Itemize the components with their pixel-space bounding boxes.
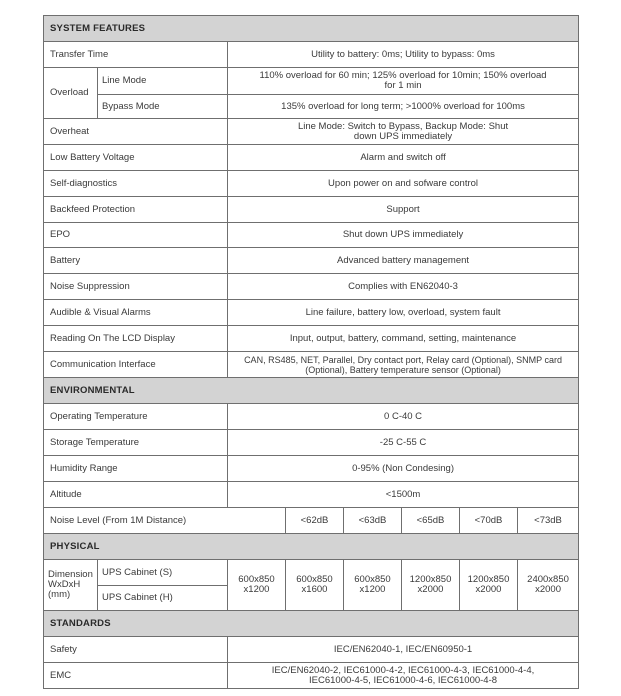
table-row	[44, 508, 579, 534]
dimension-value: 1200x850 x2000	[460, 560, 518, 611]
spec-value: 135% overload for long term; >1000% overload for 100ms	[228, 95, 579, 119]
dimension-value: 2400x850 x2000	[518, 560, 579, 611]
section-header-row	[44, 378, 579, 404]
table-row	[44, 430, 579, 456]
spec-label: Altitude	[44, 482, 228, 508]
table-row	[44, 456, 579, 482]
section-header-physical: PHYSICAL	[44, 534, 579, 560]
spec-label: Operating Temperature	[44, 404, 228, 430]
dimension-value: 600x850 x1200	[344, 560, 402, 611]
spec-label: Backfeed Protection	[44, 197, 228, 223]
noise-value: <70dB	[460, 508, 518, 534]
table-row	[44, 352, 579, 378]
spec-value: 0 C-40 C	[228, 404, 579, 430]
spec-label: Safety	[44, 637, 228, 663]
section-header-row	[44, 16, 579, 42]
table-row	[44, 274, 579, 300]
spec-label: Audible & Visual Alarms	[44, 300, 228, 326]
table-row	[44, 197, 579, 223]
section-header-row	[44, 611, 579, 637]
spec-value: IEC/EN62040-2, IEC61000-4-2, IEC61000-4-3, IEC61000-4-4, IEC61000-4-5, IEC61000-4-6, IEC61000-4-8	[228, 663, 579, 689]
spec-value: Utility to battery: 0ms; Utility to bypass: 0ms	[228, 42, 579, 68]
table-row	[44, 119, 579, 145]
spec-sublabel: Line Mode	[98, 68, 228, 95]
table-row	[44, 95, 579, 119]
spec-label: Reading On The LCD Display	[44, 326, 228, 352]
table-row	[44, 404, 579, 430]
spec-value: Line Mode: Switch to Bypass, Backup Mode: Shut down UPS immediately	[228, 119, 579, 145]
spec-label: Low Battery Voltage	[44, 145, 228, 171]
dimension-value: 600x850 x1600	[286, 560, 344, 611]
spec-value: CAN, RS485, NET, Parallel, Dry contact port, Relay card (Optional), SNMP card (Optional), Battery temperature sensor (Optional)	[228, 352, 579, 378]
noise-value: <65dB	[402, 508, 460, 534]
section-header-system-features: SYSTEM FEATURES	[44, 16, 579, 42]
table-row	[44, 663, 579, 689]
spec-label: Humidity Range	[44, 456, 228, 482]
spec-label: Noise Level (From 1M Distance)	[44, 508, 286, 534]
spec-value: Input, output, battery, command, setting, maintenance	[228, 326, 579, 352]
section-header-environmental: ENVIRONMENTAL	[44, 378, 579, 404]
spec-value: Support	[228, 197, 579, 223]
noise-value: <62dB	[286, 508, 344, 534]
spec-label: EMC	[44, 663, 228, 689]
table-row	[44, 248, 579, 274]
spec-value: Complies with EN62040-3	[228, 274, 579, 300]
spec-value: <1500m	[228, 482, 579, 508]
table-row	[44, 68, 579, 95]
spec-label: Overheat	[44, 119, 228, 145]
spec-value: 110% overload for 60 min; 125% overload for 10min; 150% overload for 1 min	[228, 68, 579, 95]
spec-value: 0-95% (Non Condesing)	[228, 456, 579, 482]
dimension-value: 600x850 x1200	[228, 560, 286, 611]
noise-value: <63dB	[344, 508, 402, 534]
spec-label: Noise Suppression	[44, 274, 228, 300]
spec-value: Upon power on and sofware control	[228, 171, 579, 197]
spec-sheet	[43, 15, 578, 689]
dimension-value: 1200x850 x2000	[402, 560, 460, 611]
spec-label: Dimension WxDxH (mm)	[44, 560, 98, 611]
table-row	[44, 42, 579, 68]
spec-sublabel: UPS Cabinet (H)	[98, 586, 228, 611]
table-row	[44, 326, 579, 352]
spec-sublabel: UPS Cabinet (S)	[98, 560, 228, 586]
spec-label: Transfer Time	[44, 42, 228, 68]
table-row	[44, 145, 579, 171]
table-row	[44, 560, 579, 586]
table-row	[44, 482, 579, 508]
spec-value: IEC/EN62040-1, IEC/EN60950-1	[228, 637, 579, 663]
table-row	[44, 637, 579, 663]
spec-label: Overload	[44, 68, 98, 119]
table-row	[44, 300, 579, 326]
spec-label: EPO	[44, 223, 228, 248]
spec-label: Storage Temperature	[44, 430, 228, 456]
spec-label: Battery	[44, 248, 228, 274]
spec-value: Alarm and switch off	[228, 145, 579, 171]
spec-label: Communication Interface	[44, 352, 228, 378]
spec-value: Line failure, battery low, overload, system fault	[228, 300, 579, 326]
section-header-row	[44, 534, 579, 560]
spec-label: Self-diagnostics	[44, 171, 228, 197]
spec-value: Advanced battery management	[228, 248, 579, 274]
spec-sublabel: Bypass Mode	[98, 95, 228, 119]
noise-value: <73dB	[518, 508, 579, 534]
spec-value: Shut down UPS immediately	[228, 223, 579, 248]
spec-value: -25 C-55 C	[228, 430, 579, 456]
spec-table	[43, 15, 579, 689]
table-row	[44, 223, 579, 248]
table-row	[44, 171, 579, 197]
section-header-standards: STANDARDS	[44, 611, 579, 637]
